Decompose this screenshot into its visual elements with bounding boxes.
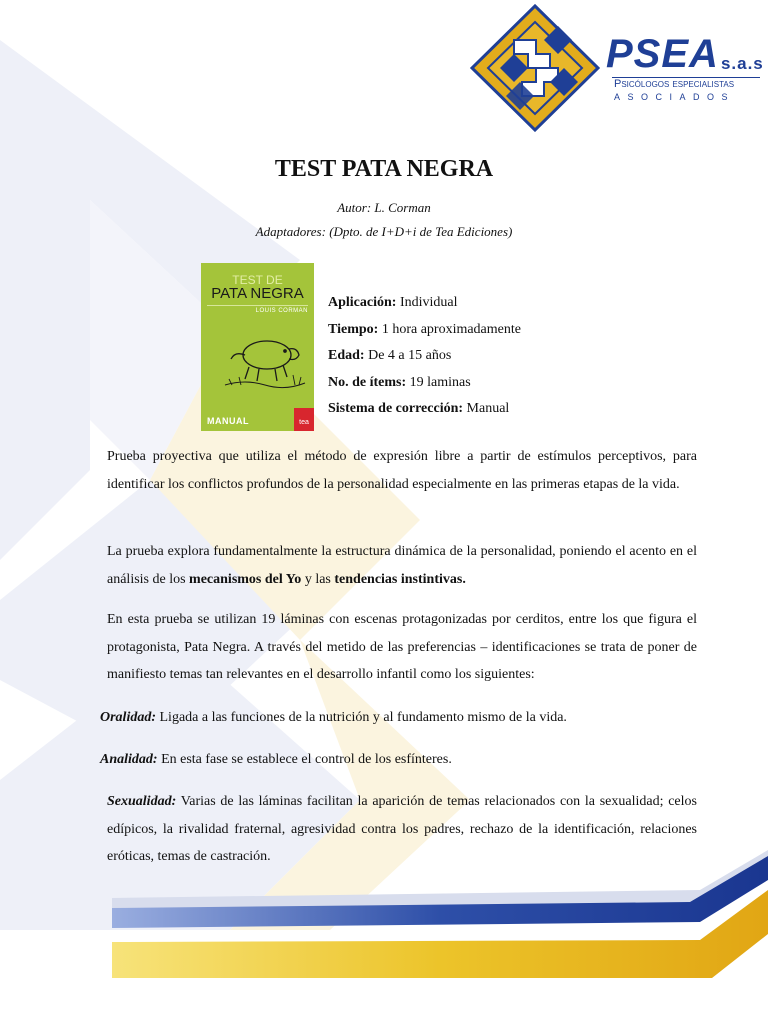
adapters-line: Adaptadores: (Dpto. de I+D+i de Tea Ediciones) xyxy=(255,224,513,239)
logo-name: PSEA xyxy=(606,32,719,76)
book-cover-image xyxy=(201,263,314,431)
oralidad-text: Ligada a las funciones de la nutrición y al fundamento mismo de la vida. xyxy=(156,710,567,725)
sexualidad-text: Varias de las láminas facilitan la aparición de temas relacionados con la sexualidad; celos edípicos, la rivalidad fraternal, agresividad contra los padres, rechazo de la identificación, relaciones eróticas, temas de castración. xyxy=(107,794,697,864)
cover-test-word: TEST DE xyxy=(232,273,283,287)
sexualidad-label: Sexualidad: xyxy=(107,794,177,809)
cover-manual-label: MANUAL xyxy=(207,416,249,426)
spec-label: Aplicación: xyxy=(328,295,397,310)
spec-tiempo xyxy=(328,317,521,344)
spec-value: Individual xyxy=(396,295,458,310)
logo-subtitle-1: Psicólogos especialistas xyxy=(614,78,735,90)
footer-stripes-decoration xyxy=(0,850,768,1024)
spec-edad xyxy=(328,343,521,370)
spec-label: Edad: xyxy=(328,348,365,364)
spec-label: Sistema de corrección: xyxy=(328,401,464,417)
psea-logo-text xyxy=(606,32,766,102)
logo-suffix: s.a.s xyxy=(720,54,764,73)
spec-label: No. de ítems: xyxy=(328,374,407,390)
paragraph-oralidad xyxy=(100,704,700,732)
test-specs xyxy=(328,290,521,423)
spec-correccion xyxy=(328,396,521,423)
spec-value: 1 hora aproximadamente xyxy=(378,321,521,337)
cover-author: LOUIS CORMAN xyxy=(255,308,308,314)
analidad-label: Analidad: xyxy=(100,752,158,767)
spec-items xyxy=(328,370,521,397)
p2-bold-tendencias: tendencias instintivas. xyxy=(334,571,466,587)
analidad-text: En esta fase se establece el control de los esfínteres. xyxy=(157,752,452,767)
spec-value: Manual xyxy=(463,401,510,417)
pig-illustration-icon xyxy=(219,325,309,395)
cover-rule xyxy=(207,305,308,306)
logo-subtitle-2: ASOCIADOS xyxy=(614,92,736,102)
oralidad-label: Oralidad: xyxy=(100,710,156,725)
author-line: Autor: L. Corman xyxy=(337,200,431,215)
paragraph-analidad xyxy=(100,746,700,774)
paragraph-intro: Prueba proyectiva que utiliza el método de expresión libre a partir de estímulos perceptivos, para identificar los conflictos profundos de la personalidad especialmente en las primeras etapas de la vida. xyxy=(107,449,697,492)
p2-text-start: La prueba explora fundamentalmente la estructura dinámica de la personalidad, poniendo el acento en el análisis de los xyxy=(107,544,697,587)
document-title: TEST PATA NEGRA xyxy=(274,156,494,182)
spec-value: De 4 a 15 años xyxy=(364,348,452,364)
spec-label: Tiempo: xyxy=(328,321,379,337)
cover-publisher-logo: tea xyxy=(294,408,314,431)
paragraph-laminas: En esta prueba se utilizan 19 láminas con escenas protagonizadas por cerditos, entre los que figura el protagonista, Pata Negra. A través del metido de las preferencias – identificaciones se trata de poner de manifiesto temas tan relevantes en el desarrollo infantil como los siguientes: xyxy=(107,612,697,682)
paragraph-structure xyxy=(107,538,697,593)
p2-text-mid: y las xyxy=(301,571,335,587)
p2-bold-mecanismos: mecanismos del Yo xyxy=(189,571,302,587)
cover-title: PATA NEGRA xyxy=(211,285,304,302)
spec-aplicacion xyxy=(328,290,521,317)
spec-value: 19 laminas xyxy=(406,374,471,390)
psea-logo-icon xyxy=(470,4,600,132)
